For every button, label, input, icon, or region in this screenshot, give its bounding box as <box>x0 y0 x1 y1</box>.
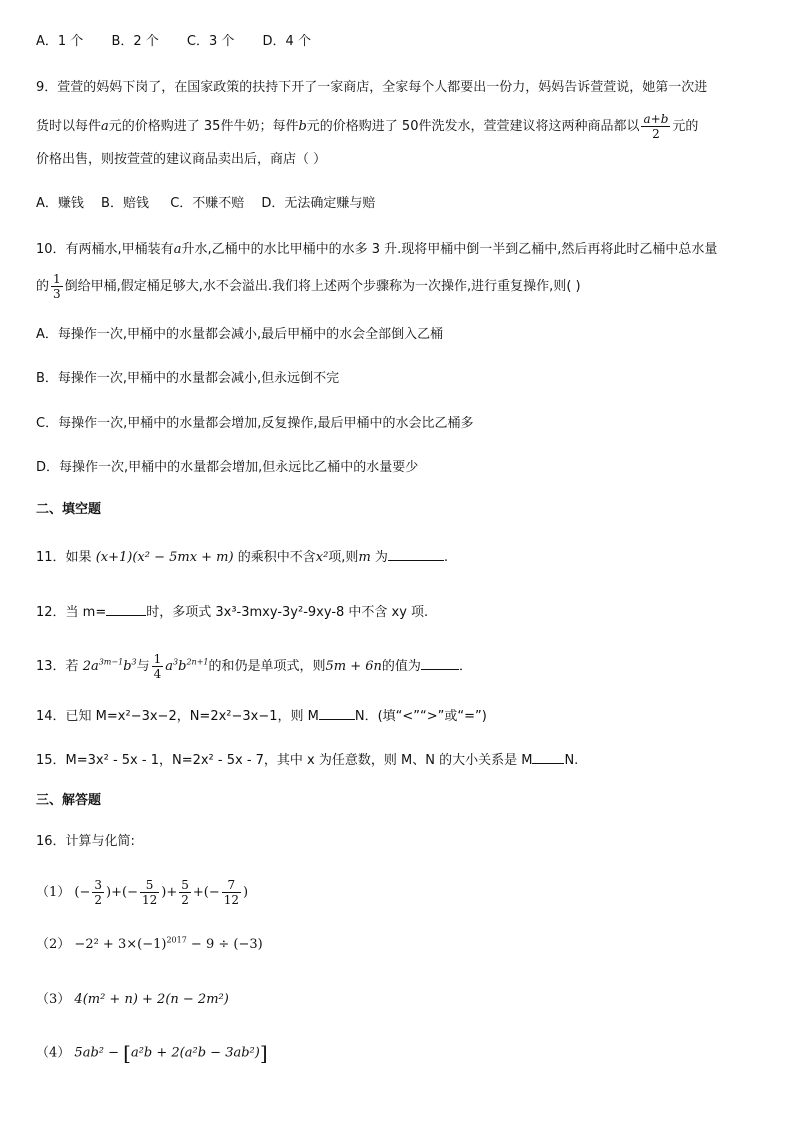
q12: 12．当 m= 时，多项式 3x³-3mxy-3y²-9xy-8 中不含 xy 项. <box>36 601 428 623</box>
var-b: b <box>298 119 307 134</box>
q10-line1: 10．有两桶水,甲桶装有a升水,乙桶中的水比甲桶中的水多 3 升.现将甲桶中倒一半到乙桶中,然后再将此时乙桶中总水量 <box>36 242 718 257</box>
q9-options: A．赚钱 B．赔钱 C．不赚不赔 D．无法确定赚与赔 <box>36 196 376 211</box>
section-heading-solve: 三、解答题 <box>36 793 102 808</box>
q15-answer-blank[interactable] <box>532 749 564 764</box>
q16-part4: （4） 5ab² − [a²b + 2(a²b − 3ab²)] <box>36 1041 268 1065</box>
q8-option-b: B．2 个 <box>111 34 159 49</box>
q16-part1: （1） (− $\frac{3}{2}$ )+(− $\frac{5}{12}$ )+ $\frac{5}{2}$ +(− $\frac{7}{12}$ ) <box>36 878 249 907</box>
q10-option-a: A．每操作一次,甲桶中的水量都会减小,最后甲桶中的水会全部倒入乙桶 <box>36 327 444 342</box>
q10-option-d: D．每操作一次,甲桶中的水量都会增加,但永远比乙桶中的水量要少 <box>36 460 419 475</box>
fraction-one-quarter: $\frac{1}{4}$ <box>153 652 162 681</box>
q14: 14．已知 M=x²−3x−2，N=2x²−3x−1，则 M N．(填“<”“>”或“=”) <box>36 705 487 727</box>
q10-line2: 的 $\frac{1}{3}$ 倒给甲桶,假定桶足够大,水不会溢出.我们将上述两个步骤称为一次操作,进行重复操作,则( ) <box>36 272 581 301</box>
q12-answer-blank[interactable] <box>106 601 146 616</box>
left-bracket: [ <box>123 1041 131 1065</box>
q9-line2: 货时以每件a元的价格购进了 35件牛奶；每件b元的价格购进了 50件洗发水，萱萱建议将这两种商品都以 $\frac{a+b}{2}$ 元的 <box>36 112 699 141</box>
q8-option-a: A．1 个 <box>36 34 84 49</box>
fraction-one-third: $\frac{1}{3}$ <box>53 272 61 301</box>
q8-option-d: D．4 个 <box>262 34 311 49</box>
q11: 11．如果 (x+1)(x² − 5mx + m) 的乘积中不含x²项,则m 为 . <box>36 546 448 568</box>
q13: 13．若 $2a^{3m-1}b^3$与 $\frac{1}{4}$ $a^3b^{2n+1}$的和仍是单项式，则5m + 6n的值为 ． <box>36 652 472 681</box>
q10-option-b: B．每操作一次,甲桶中的水量都会减小,但永远倒不完 <box>36 371 340 386</box>
q11-answer-blank[interactable] <box>388 546 444 561</box>
section-heading-fill-in: 二、填空题 <box>36 502 102 517</box>
right-bracket: ] <box>259 1041 268 1065</box>
q15: 15．M=3x² - 5x - 1，N=2x² - 5x - 7，其中 x 为任意数，则 M、N 的大小关系是 M N. <box>36 749 578 771</box>
q9-line1: 9．萱萱的妈妈下岗了，在国家政策的扶持下开了一家商店，全家每个人都要出一份力，妈妈告诉萱萱说，她第一次进 <box>36 80 708 95</box>
q8-options <box>36 32 335 52</box>
q13-answer-blank[interactable] <box>421 655 459 670</box>
var-a: a <box>101 119 109 134</box>
q10-option-c: C．每操作一次,甲桶中的水量都会增加,反复操作,最后甲桶中的水会比乙桶多 <box>36 416 474 431</box>
q8-option-c: C．3 个 <box>186 34 235 49</box>
q16-part3: （3） 4(m² + n) + 2(n − 2m²) <box>36 992 229 1007</box>
q9-line3: 价格出售，则按萱萱的建议商品卖出后，商店（ ） <box>36 152 327 167</box>
fraction-a-plus-b-over-2: $\frac{a+b}{2}$ <box>643 112 669 141</box>
q14-answer-blank[interactable] <box>319 705 355 720</box>
q16-part2: $(2) -2^2 + 3\times(-1)^{2017} - 9 \div (-3)$ <box>36 935 263 952</box>
q16-title: 16．计算与化简: <box>36 834 135 849</box>
